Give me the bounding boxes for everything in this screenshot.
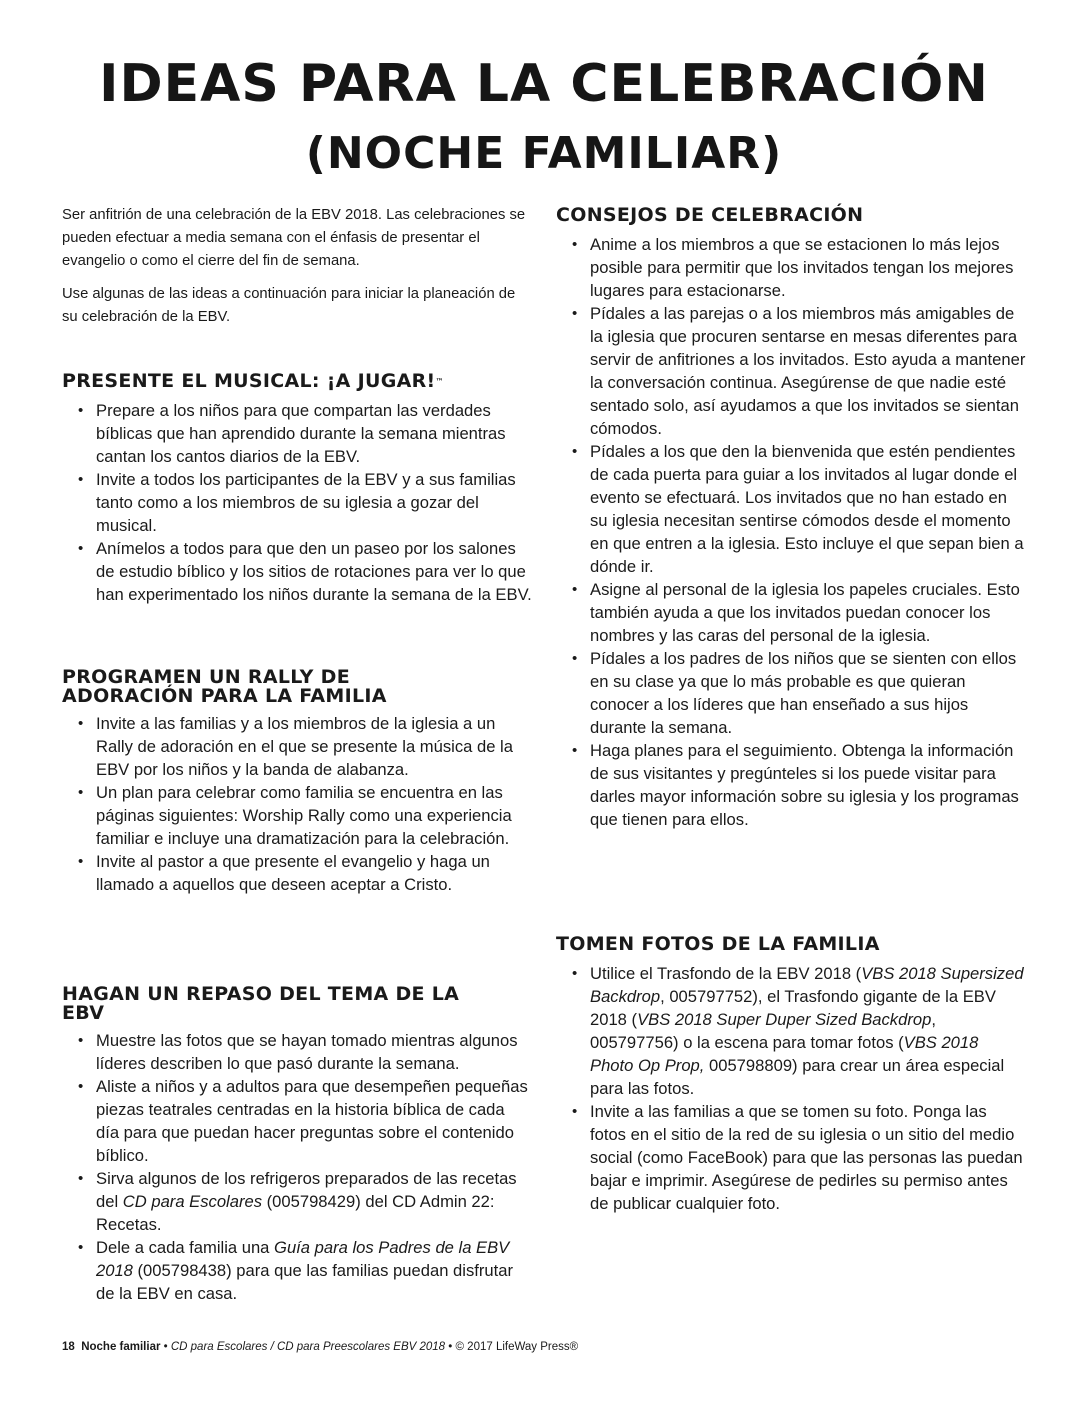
section-musical: [62, 372, 532, 606]
section-heading: TOMEN FOTOS DE LA FAMILIA: [556, 933, 880, 955]
page-number: 18: [62, 1341, 75, 1353]
list-item: • Muestre las fotos que se hayan tomado mientras algunos líderes describen lo que pasó durante la semana.: [62, 1029, 532, 1075]
section-fotos: [556, 935, 1026, 1215]
list-item: • Utilice el Trasfondo de la EBV 2018 (VBS 2018 Supersized Backdrop, 005797752), el Trasfondo gigante de la EBV 2018 (VBS 2018 Super Duper Sized Backdrop, 005797756) o la escena para tomar fotos (VBS 2018 Photo Op Prop, 005798809) para crear un área especial para las fotos.: [556, 962, 1026, 1100]
list-item: • Un plan para celebrar como familia se encuentra en las páginas siguientes: Worship Rally como una experiencia familiar e incluye una dramatización para la celebración.: [62, 781, 532, 850]
footer-section: Noche familiar: [81, 1341, 161, 1353]
footer-copyright: © 2017 LifeWay Press®: [455, 1341, 579, 1353]
list-item: • Anímelos a todos para que den un paseo por los salones de estudio bíblico y los sitios de rotaciones para ver lo que han experimentado los niños durante la semana de la EBV.: [62, 537, 532, 606]
section-repaso: [62, 985, 532, 1305]
list-item: • Prepare a los niños para que compartan las verdades bíblicas que han aprendido durante la semana mientras cantan los cantos diarios de la EBV.: [62, 399, 532, 468]
list-item: • Invite al pastor a que presente el evangelio y haga un llamado a aquellos que deseen aceptar a Cristo.: [62, 850, 532, 896]
page-subtitle: (NOCHE FAMILIAR): [305, 128, 783, 179]
rally-list: [62, 712, 532, 896]
section-heading: PRESENTE EL MUSICAL: ¡A JUGAR!™: [62, 370, 444, 392]
page-footer: 18 Noche familiar • CD para Escolares / CD para Preescolares EBV 2018 • © 2017 LifeWay Press®: [62, 1341, 579, 1353]
list-item: • Pídales a los que den la bienvenida que estén pendientes de cada puerta para guiar a los invitados al lugar donde el evento se efectuará. Los invitados que no han estado en su iglesia necesitan sentirse cómodos desde el momento en que entren a la iglesia. Esto incluye el que sepan bien a dónde ir.: [556, 440, 1026, 578]
list-item: • Asigne al personal de la iglesia los papeles cruciales. Esto también ayuda a que los invitados puedan conocer los nombres y las caras del personal de la iglesia.: [556, 578, 1026, 647]
page-title: IDEAS PARA LA CELEBRACIÓN: [99, 54, 989, 114]
musical-list: [62, 399, 532, 606]
repaso-list: [62, 1029, 532, 1305]
list-item: • Pídales a las parejas o a los miembros más amigables de la iglesia que procuren sentarse en mesas diferentes para servir de anfitriones a los invitados. Esto ayuda a mantener la conversación continua. Asegúrense de que nadie esté sentado solo, así ayudamos a que los invitados se sientan cómodos.: [556, 302, 1026, 440]
section-heading: HAGAN UN REPASO DEL TEMA DE LA EBV: [62, 983, 460, 1024]
list-item: • Aliste a niños y a adultos para que desempeñen pequeñas piezas teatrales centradas en la historia bíblica de cada día para que puedan hacer preguntas sobre el contenido bíblico.: [62, 1075, 532, 1167]
list-item: • Invite a las familias a que se tomen su foto. Ponga las fotos en el sitio de la red de su iglesia o un sitio del medio social (como FaceBook) para que las personas las puedan bajar e imprimir. Asegúrese de pedirles su permiso antes de publicar cualquier foto.: [556, 1100, 1026, 1215]
list-item: • Invite a todos los participantes de la EBV y a sus familias tanto como a los miembros de su iglesia a gozar del musical.: [62, 468, 532, 537]
list-item: • Anime a los miembros a que se estacionen lo más lejos posible para permitir que los invitados tengan los mejores lugares para estacionarse.: [556, 233, 1026, 302]
list-item: • Dele a cada familia una Guía para los Padres de la EBV 2018 (005798438) para que las familias puedan disfrutar de la EBV en casa.: [62, 1236, 532, 1305]
fotos-list: [556, 962, 1026, 1215]
list-item: • Invite a las familias y a los miembros de la iglesia a un Rally de adoración en el que se presente la música de la EBV por los niños y la banda de alabanza.: [62, 712, 532, 781]
list-item: • Sirva algunos de los refrigeros preparados de las recetas del CD para Escolares (005798429) del CD Admin 22: Recetas.: [62, 1167, 532, 1236]
section-consejos: [556, 206, 1026, 831]
list-item: • Haga planes para el seguimiento. Obtenga la información de sus visitantes y pregúnteles si los puede visitar para darles mayor información sobre su iglesia y los programas que tienen para ellos.: [556, 739, 1026, 831]
intro-paragraph-1: Ser anfitrión de una celebración de la EBV 2018. Las celebraciones se pueden efectuar a media semana con el énfasis de presentar el evangelio o como el cierre del fin de semana.: [62, 207, 526, 269]
intro: [62, 204, 532, 339]
section-heading: PROGRAMEN UN RALLY DE ADORACIÓN PARA LA FAMILIA: [62, 666, 387, 707]
list-item: • Pídales a los padres de los niños que se sienten con ellos en su clase ya que lo más probable es que quieran conocer a los líderes que han enseñado a sus hijos durante la semana.: [556, 647, 1026, 739]
footer-source: CD para Escolares / CD para Preescolares EBV 2018: [170, 1341, 446, 1353]
section-rally: [62, 668, 532, 896]
consejos-list: [556, 233, 1026, 831]
intro-paragraph-2: Use algunas de las ideas a continuación para iniciar la planeación de su celebración de la EBV.: [62, 286, 516, 325]
section-heading: CONSEJOS DE CELEBRACIÓN: [556, 204, 864, 226]
